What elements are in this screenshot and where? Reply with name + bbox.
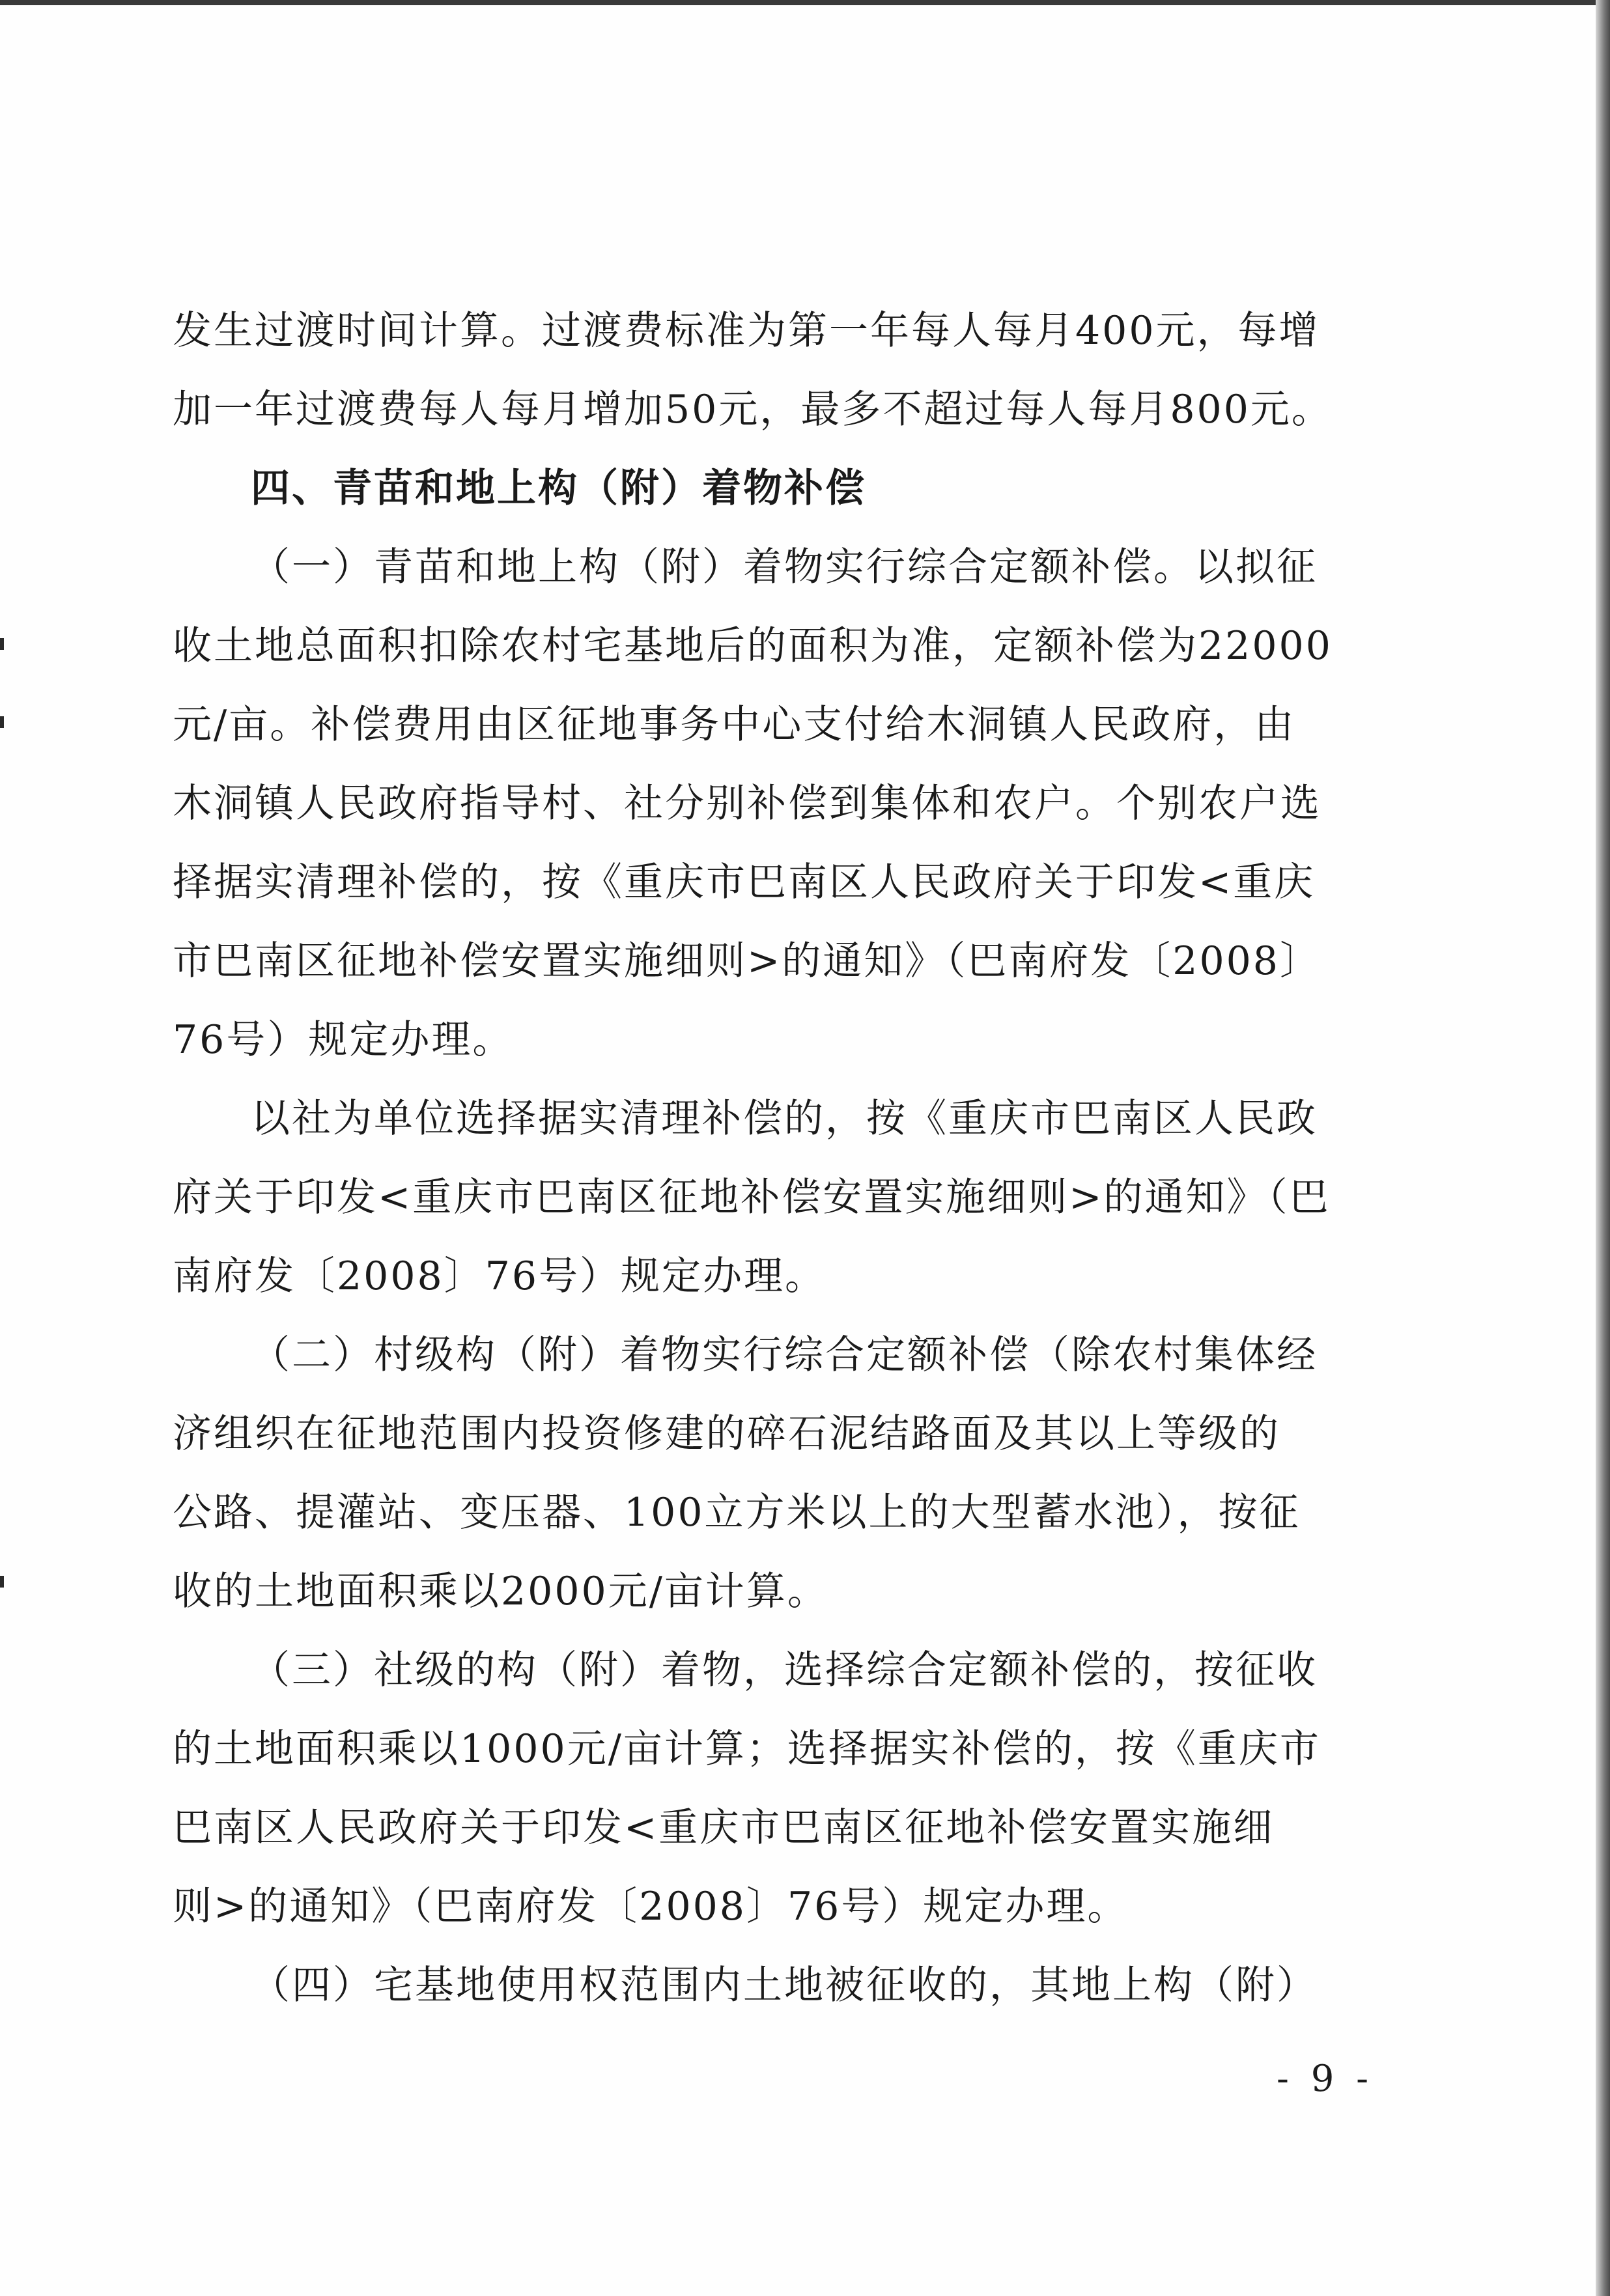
binding-mark: [0, 1576, 4, 1588]
text-line: 发生过渡时间计算。过渡费标准为第一年每人每月400元，每增: [173, 308, 1320, 354]
text-line: （一）青苗和地上构（附）着物实行综合定额补偿。以拟征: [251, 544, 1318, 590]
text-line: 以社为单位选择据实清理补偿的，按《重庆市巴南区人民政: [251, 1096, 1318, 1141]
text-line: 收土地总面积扣除农村宅基地后的面积为准，定额补偿为22000: [173, 623, 1333, 669]
page-number: - 9 -: [1277, 2058, 1374, 2100]
text-line: （二）村级构（附）着物实行综合定额补偿（除农村集体经: [251, 1332, 1318, 1378]
section-heading: 四、青苗和地上构（附）着物补偿: [251, 466, 866, 511]
text-line: （四）宅基地使用权范围内土地被征收的，其地上构（附）: [251, 1963, 1318, 2008]
binding-mark: [0, 638, 4, 650]
text-line: 元/亩。补偿费用由区征地事务中心支付给木洞镇人民政府，由: [173, 702, 1296, 748]
binding-mark: [0, 716, 4, 728]
scan-top-edge: [0, 0, 1610, 5]
text-line: 公路、提灌站、变压器、100立方米以上的大型蓄水池），按征: [173, 1490, 1301, 1535]
scan-right-edge: [1596, 0, 1610, 2296]
text-line: 巴南区人民政府关于印发<重庆市巴南区征地补偿安置实施细: [173, 1805, 1275, 1851]
text-line: 木洞镇人民政府指导村、社分别补偿到集体和农户。个别农户选: [173, 781, 1321, 826]
text-line: 府关于印发<重庆市巴南区征地补偿安置实施细则>的通知》（巴: [173, 1175, 1331, 1220]
text-line: 76号）规定办理。: [173, 1017, 514, 1063]
text-line: 则>的通知》（巴南府发〔2008〕76号）规定办理。: [173, 1884, 1129, 1929]
text-line: 的土地面积乘以1000元/亩计算；选择据实补偿的，按《重庆市: [173, 1726, 1321, 1772]
text-line: 择据实清理补偿的，按《重庆市巴南区人民政府关于印发<重庆: [173, 860, 1316, 905]
text-line: 收的土地面积乘以2000元/亩计算。: [173, 1569, 828, 1614]
text-line: 济组织在征地范围内投资修建的碎石泥结路面及其以上等级的: [173, 1411, 1280, 1457]
text-line: 加一年过渡费每人每月增加50元，最多不超过每人每月800元。: [173, 387, 1333, 432]
text-line: 市巴南区征地补偿安置实施细则>的通知》（巴南府发〔2008〕: [173, 938, 1321, 984]
text-line: （三）社级的构（附）着物，选择综合定额补偿的，按征收: [251, 1647, 1318, 1693]
document-body: [173, 292, 1371, 2025]
text-line: 南府发〔2008〕76号）规定办理。: [173, 1253, 826, 1299]
